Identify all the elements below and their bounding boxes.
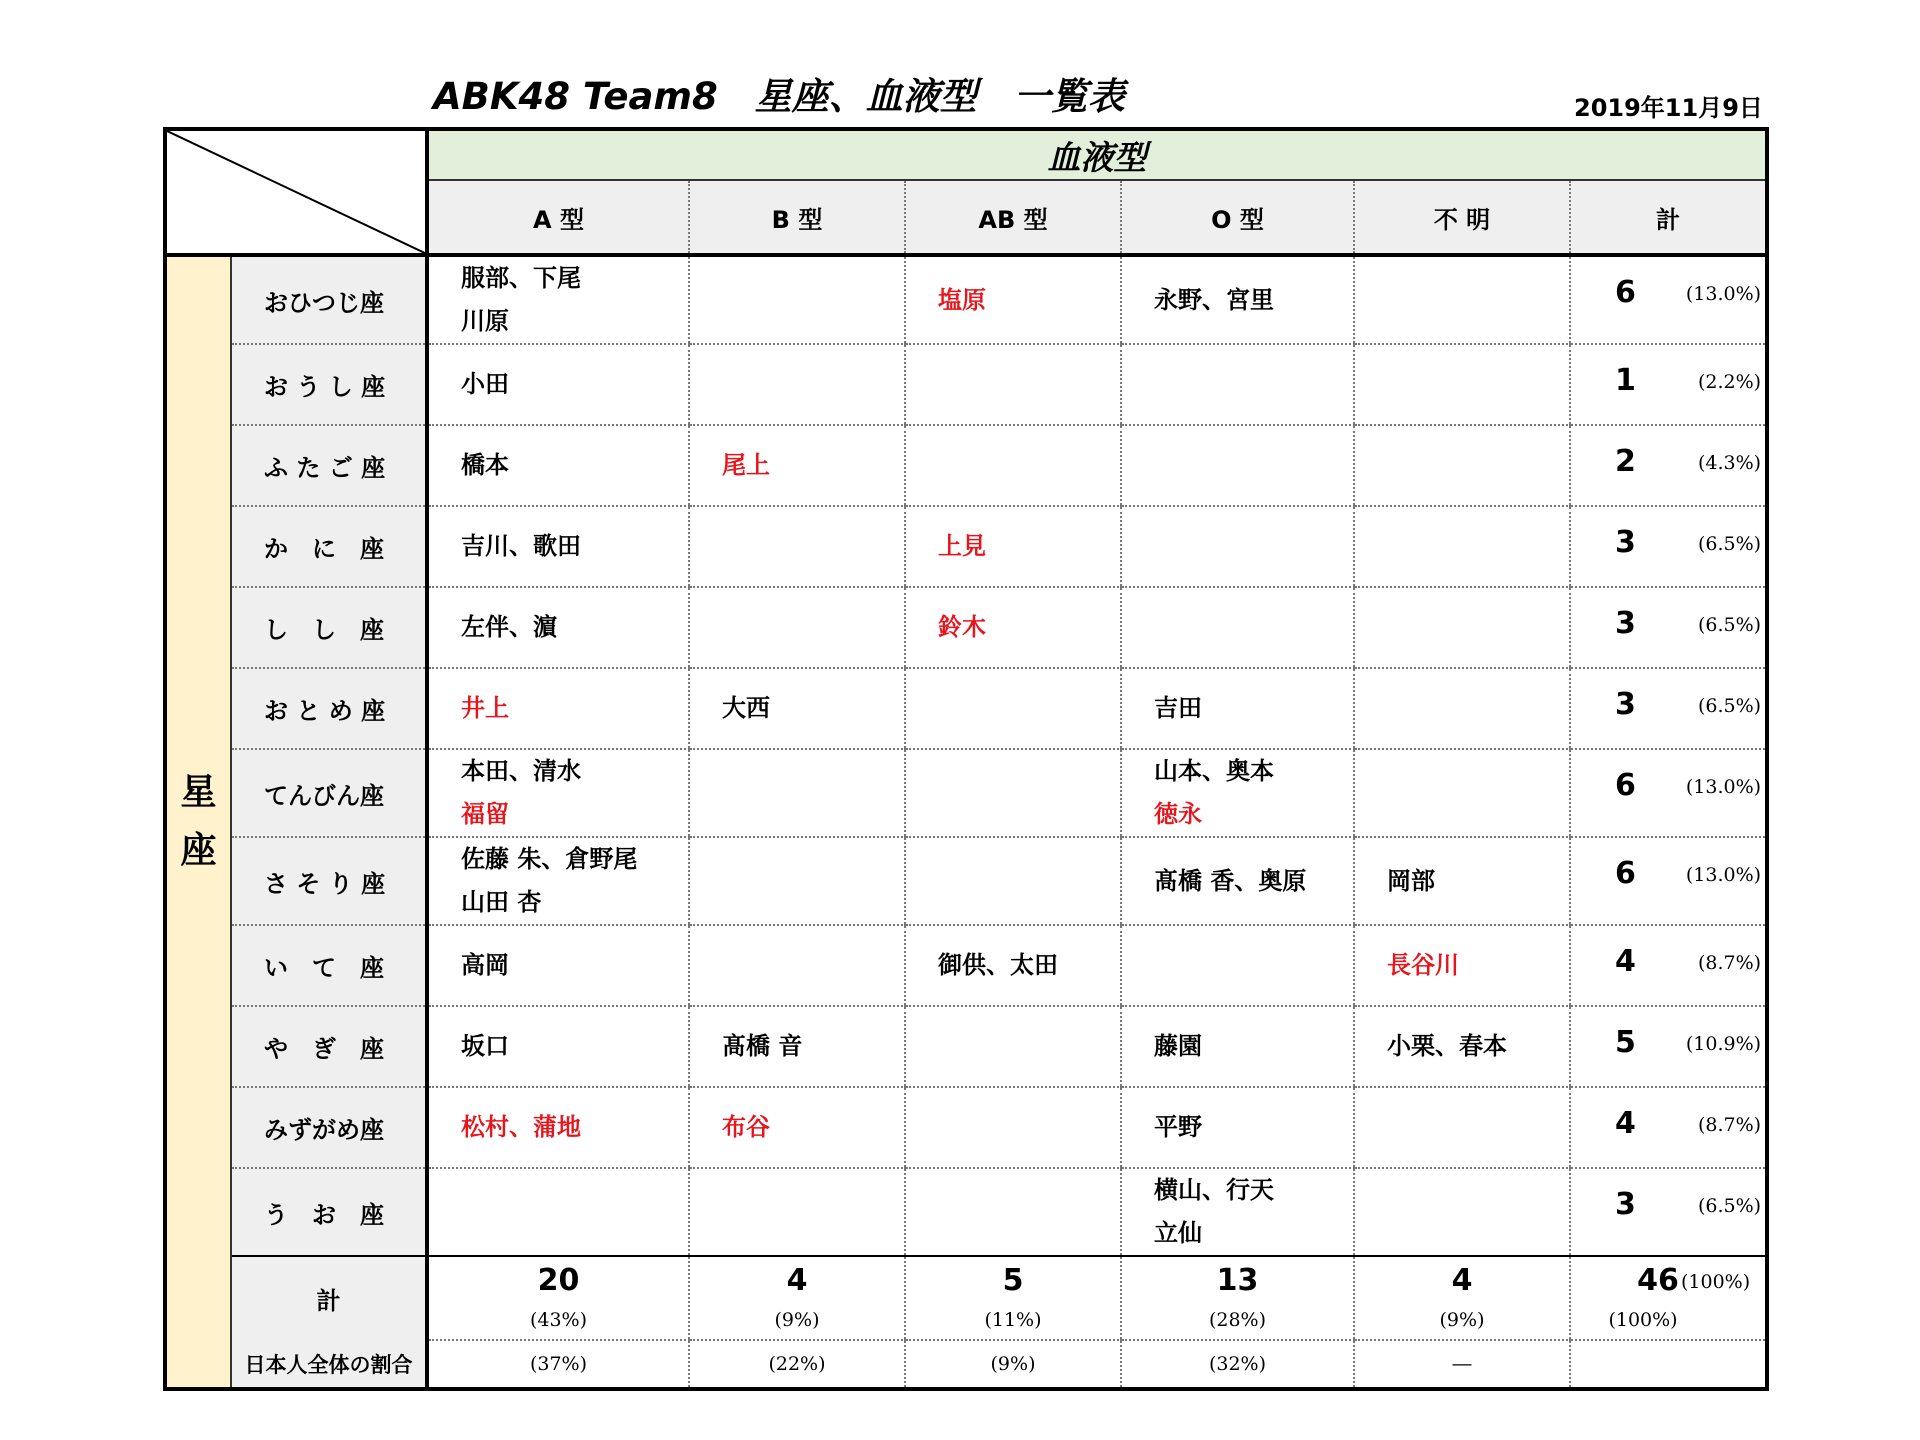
column-header-5: 計	[1570, 180, 1767, 255]
zodiac-label: か に 座	[231, 506, 427, 587]
grand-total-cell	[1570, 1256, 1767, 1340]
name-cell	[1121, 255, 1354, 344]
member-names: 上見	[938, 532, 986, 560]
name-cell	[1354, 425, 1570, 506]
zodiac-label: お う し 座	[231, 344, 427, 425]
diagonal-line	[167, 131, 429, 255]
zodiac-label: い て 座	[231, 925, 427, 1006]
member-names: 松村、蒲地	[461, 1113, 581, 1141]
name-cell	[689, 344, 905, 425]
sum-value: 4	[1451, 1263, 1473, 1298]
name-cell	[689, 425, 905, 506]
row-total: 3	[1615, 1187, 1636, 1222]
member-names: 髙橋 音	[722, 1032, 803, 1060]
zodiac-label: おひつじ座	[231, 255, 427, 344]
name-cell	[1354, 925, 1570, 1006]
table-row	[165, 837, 1767, 925]
row-percent: (13.0%)	[1685, 776, 1762, 798]
member-names: 長谷川	[1387, 951, 1459, 979]
member-names: 御供、太田	[938, 951, 1058, 979]
name-cell	[905, 255, 1121, 344]
row-percent: (6.5%)	[1697, 614, 1762, 636]
name-cell	[689, 1006, 905, 1087]
sum-percent: (9%)	[1439, 1309, 1485, 1331]
name-cell	[1354, 668, 1570, 749]
name-cell	[689, 587, 905, 668]
name-cell	[689, 925, 905, 1006]
row-total-cell	[1570, 837, 1767, 925]
japan-ratio-value: ―	[1354, 1340, 1570, 1389]
grand-total-percent: (100%)	[1681, 1271, 1751, 1293]
row-total: 6	[1615, 275, 1636, 310]
name-cell	[905, 1087, 1121, 1168]
name-cell	[1121, 344, 1354, 425]
member-names: 永野、宮里	[1154, 285, 1274, 314]
name-cell	[689, 1168, 905, 1256]
grand-total-percent-bottom: (100%)	[1608, 1309, 1678, 1331]
row-total-cell	[1570, 1006, 1767, 1087]
name-cell	[905, 925, 1121, 1006]
row-percent: (4.3%)	[1697, 452, 1762, 474]
name-cell	[689, 506, 905, 587]
blood-type-header: 血液型	[427, 129, 1767, 180]
name-cell	[905, 668, 1121, 749]
name-cell	[427, 425, 689, 506]
member-names: 鈴木	[938, 613, 986, 641]
row-percent: (8.7%)	[1697, 1114, 1762, 1136]
sum-value: 20	[537, 1263, 580, 1298]
grand-total: 46	[1637, 1263, 1679, 1298]
table-row	[165, 749, 1767, 837]
table-row	[165, 425, 1767, 506]
member-names: 小栗、春本	[1387, 1032, 1507, 1060]
member-names: 尾上	[722, 451, 770, 479]
name-cell	[1354, 1006, 1570, 1087]
zodiac-label: し し 座	[231, 587, 427, 668]
row-percent: (6.5%)	[1697, 1195, 1762, 1217]
name-cell	[905, 1168, 1121, 1256]
name-cell	[1121, 1006, 1354, 1087]
member-names: 吉田	[1154, 694, 1202, 722]
zodiac-label: てんびん座	[231, 749, 427, 837]
sum-percent: (43%)	[529, 1309, 588, 1331]
member-names: 立仙	[1154, 1219, 1202, 1247]
name-cell	[427, 587, 689, 668]
row-total: 4	[1615, 1106, 1636, 1141]
row-percent: (8.7%)	[1697, 952, 1762, 974]
name-cell	[427, 1006, 689, 1087]
member-names: 徳永	[1154, 800, 1202, 828]
horoscope-blood-table	[163, 127, 1769, 1391]
row-total: 6	[1615, 856, 1636, 891]
table-row	[165, 506, 1767, 587]
table-row	[165, 1168, 1767, 1256]
name-cell	[427, 506, 689, 587]
name-cell	[1121, 506, 1354, 587]
row-total: 5	[1615, 1025, 1636, 1060]
member-names: 本田、清水	[461, 757, 581, 785]
corner-cell	[165, 129, 427, 255]
name-cell	[1354, 749, 1570, 837]
member-names: 福留	[461, 800, 509, 828]
name-cell	[689, 668, 905, 749]
table-row	[165, 587, 1767, 668]
japan-ratio-value: (9%)	[905, 1340, 1121, 1389]
name-cell	[689, 837, 905, 925]
member-names: 塩原	[938, 285, 986, 314]
table-row	[165, 255, 1767, 344]
member-names: 横山、行天	[1154, 1176, 1274, 1204]
zodiac-label: お と め 座	[231, 668, 427, 749]
member-names: 小田	[461, 370, 509, 398]
sum-cell	[905, 1256, 1121, 1340]
name-cell	[427, 344, 689, 425]
sum-label: 計	[231, 1256, 427, 1340]
member-names: 佐藤 朱、倉野尾	[461, 845, 638, 873]
row-total-cell	[1570, 1087, 1767, 1168]
japan-ratio-value: (32%)	[1121, 1340, 1354, 1389]
sum-value: 4	[786, 1263, 808, 1298]
row-percent: (2.2%)	[1697, 371, 1762, 393]
name-cell	[905, 344, 1121, 425]
name-cell	[1121, 749, 1354, 837]
name-cell	[1354, 1087, 1570, 1168]
member-names: 高岡	[461, 951, 509, 979]
zodiac-label: う お 座	[231, 1168, 427, 1256]
row-total-cell	[1570, 425, 1767, 506]
star-sign-char: 星	[180, 772, 217, 813]
sum-cell	[427, 1256, 689, 1340]
member-names: 井上	[461, 694, 509, 722]
member-names: 平野	[1154, 1113, 1202, 1141]
row-percent: (13.0%)	[1685, 283, 1762, 305]
name-cell	[1121, 587, 1354, 668]
name-cell	[905, 749, 1121, 837]
sum-percent: (9%)	[774, 1309, 820, 1331]
zodiac-label: みずがめ座	[231, 1087, 427, 1168]
page-title: ABK48 Team8 星座、血液型 一覧表	[433, 75, 1125, 118]
table-row	[165, 1087, 1767, 1168]
name-cell	[427, 668, 689, 749]
row-total-cell	[1570, 255, 1767, 344]
name-cell	[689, 1087, 905, 1168]
row-total: 3	[1615, 687, 1636, 722]
name-cell	[1354, 344, 1570, 425]
table-row	[165, 1006, 1767, 1087]
name-cell	[1354, 506, 1570, 587]
name-cell	[1121, 1087, 1354, 1168]
member-names: 服部、下尾	[461, 264, 581, 292]
name-cell	[905, 587, 1121, 668]
row-total-cell	[1570, 506, 1767, 587]
name-cell	[427, 255, 689, 344]
member-names: 川原	[461, 307, 509, 335]
member-names: 吉川、歌田	[461, 532, 581, 560]
sum-percent: (28%)	[1208, 1309, 1267, 1331]
date-label: 2019年11月9日	[1574, 94, 1763, 122]
name-cell	[427, 1087, 689, 1168]
column-header-3: O 型	[1121, 180, 1354, 255]
name-cell	[1121, 925, 1354, 1006]
zodiac-label: や ぎ 座	[231, 1006, 427, 1087]
member-names: 山本、奥本	[1154, 757, 1274, 785]
name-cell	[905, 1006, 1121, 1087]
member-names: 坂口	[461, 1032, 509, 1060]
member-names: 大西	[722, 694, 770, 722]
name-cell	[1121, 1168, 1354, 1256]
sum-cell	[1121, 1256, 1354, 1340]
row-total: 6	[1615, 768, 1636, 803]
column-header-4: 不 明	[1354, 180, 1570, 255]
row-total-cell	[1570, 1168, 1767, 1256]
row-percent: (6.5%)	[1697, 695, 1762, 717]
japan-ratio-value: (22%)	[689, 1340, 905, 1389]
row-total: 3	[1615, 525, 1636, 560]
japan-ratio-empty	[1570, 1340, 1767, 1389]
japan-ratio-row	[165, 1340, 1767, 1389]
sum-cell	[689, 1256, 905, 1340]
row-percent: (13.0%)	[1685, 864, 1762, 886]
japan-ratio-value: (37%)	[427, 1340, 689, 1389]
member-names: 岡部	[1387, 866, 1435, 895]
name-cell	[1354, 587, 1570, 668]
star-sign-header	[165, 255, 231, 1389]
column-header-1: B 型	[689, 180, 905, 255]
name-cell	[1354, 837, 1570, 925]
sum-value: 13	[1216, 1263, 1259, 1298]
name-cell	[905, 837, 1121, 925]
table-row	[165, 925, 1767, 1006]
member-names: 藤園	[1154, 1032, 1202, 1060]
name-cell	[905, 425, 1121, 506]
name-cell	[1121, 668, 1354, 749]
member-names: 橋本	[461, 451, 509, 479]
member-names: 左伴、濵	[461, 613, 557, 641]
sum-row	[165, 1256, 1767, 1340]
row-total: 4	[1615, 944, 1636, 979]
row-total-cell	[1570, 587, 1767, 668]
table-row	[165, 344, 1767, 425]
row-total: 1	[1615, 363, 1636, 398]
name-cell	[427, 749, 689, 837]
name-cell	[1354, 1168, 1570, 1256]
sum-value: 5	[1002, 1263, 1024, 1298]
member-names: 布谷	[722, 1113, 770, 1141]
name-cell	[427, 837, 689, 925]
name-cell	[1121, 425, 1354, 506]
name-cell	[689, 255, 905, 344]
name-cell	[427, 925, 689, 1006]
member-names: 山田 杏	[461, 888, 542, 916]
row-percent: (10.9%)	[1685, 1033, 1762, 1055]
sum-percent: (11%)	[984, 1309, 1042, 1331]
row-percent: (6.5%)	[1697, 533, 1762, 555]
member-names: 髙橋 香、奥原	[1154, 866, 1307, 895]
star-sign-char: 座	[180, 830, 217, 871]
row-total: 3	[1615, 606, 1636, 641]
row-total-cell	[1570, 749, 1767, 837]
row-total: 2	[1615, 444, 1636, 479]
row-total-cell	[1570, 344, 1767, 425]
table-row	[165, 668, 1767, 749]
zodiac-label: さ そ り 座	[231, 837, 427, 925]
zodiac-label: ふ た ご 座	[231, 425, 427, 506]
name-cell	[905, 506, 1121, 587]
row-total-cell	[1570, 668, 1767, 749]
japan-ratio-label: 日本人全体の割合	[231, 1340, 427, 1389]
row-total-cell	[1570, 925, 1767, 1006]
name-cell	[1121, 837, 1354, 925]
column-header-2: AB 型	[905, 180, 1121, 255]
column-header-0: A 型	[427, 180, 689, 255]
name-cell	[1354, 255, 1570, 344]
name-cell	[689, 749, 905, 837]
name-cell	[427, 1168, 689, 1256]
